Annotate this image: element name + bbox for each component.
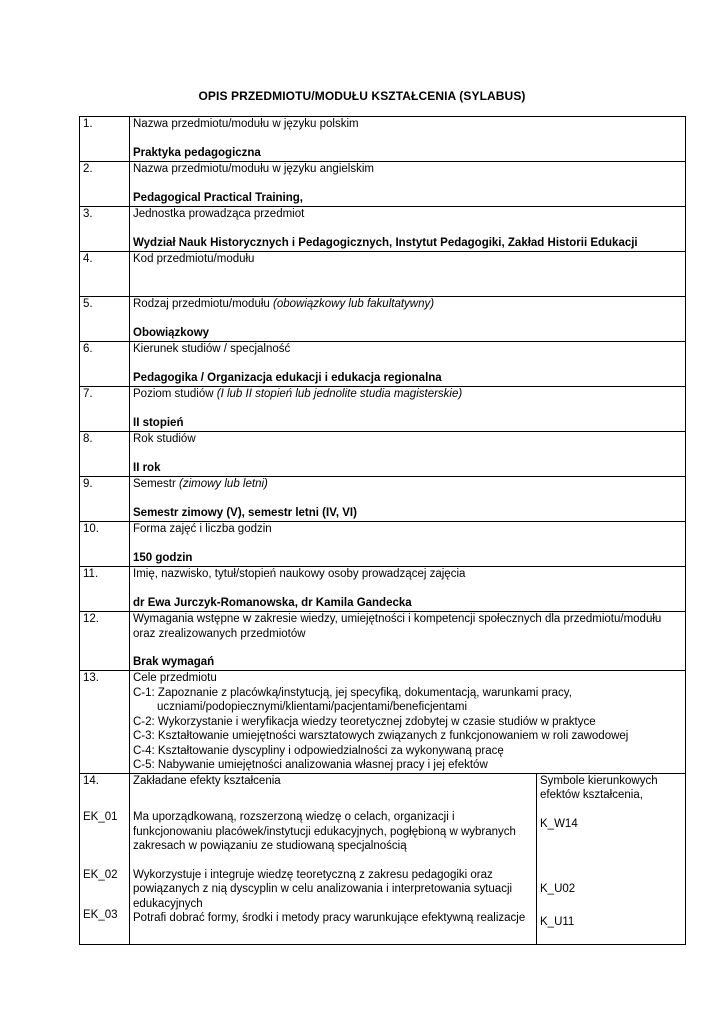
row-number: 1. [80, 117, 130, 162]
row-content [130, 432, 686, 477]
row-content [130, 567, 686, 612]
goal-item: C-4: Kształtowanie dyscypliny i odpowiedzialności za wykonywaną pracę [133, 744, 504, 757]
row-content [130, 162, 686, 207]
row-label: Kierunek studiów / specjalność [133, 343, 291, 355]
table-row-effects [80, 773, 686, 944]
row-content [130, 207, 686, 252]
row-number: 7. [80, 387, 130, 432]
goal-item: C-1: Zapoznanie z placówką/instytucją, jej specyfiką, dokumentacją, warunkami pracy, [133, 686, 572, 699]
row-value: II stopień [133, 416, 184, 429]
row-content [130, 117, 686, 162]
row-value: II rok [133, 461, 161, 474]
effect-code: EK_01 [83, 811, 118, 823]
row-label: Nazwa przedmiotu/modułu w języku angielskim [133, 163, 374, 175]
effects-descriptions [130, 773, 537, 944]
row-number: 9. [80, 477, 130, 522]
table-row [80, 117, 686, 162]
row-label-note: (I lub II stopień lub jednolite studia magisterskie) [216, 388, 463, 400]
row-label: Jednostka prowadząca przedmiot [133, 208, 305, 220]
row-content [130, 522, 686, 567]
row-label-text: Poziom studiów [133, 388, 217, 400]
effect-symbol: K_W14 [540, 817, 578, 830]
row-label [133, 387, 682, 402]
row-label-text: Semestr [133, 478, 180, 490]
goal-item: C-3: Kształtowanie umiejętności warsztatowych związanych z funkcjonowaniem w roli zawodowej [133, 730, 629, 742]
row-value: Brak wymagań [133, 656, 215, 668]
effect-text: Ma uporządkowaną, rozszerzoną wiedzę o celach, organizacji i funkcjonowaniu placówek/instytucji edukacyjnych, pogłębioną w wybranych zakresach w powiązaniu ze studiowaną specjalnością [133, 811, 516, 852]
syllabus-table [79, 116, 686, 945]
row-number: 5. [80, 297, 130, 342]
row-value: Pedagogika / Organizacja edukacji i edukacja regionalna [133, 371, 442, 384]
row-number: 4. [80, 252, 130, 297]
row-number: 13. [80, 671, 130, 774]
table-row [80, 432, 686, 477]
goal-item: uczniami/podopiecznymi/klientami/pacjentami/beneficjentami [157, 701, 468, 713]
row-value: Semestr zimowy (V), semestr letni (IV, VI) [133, 506, 357, 519]
table-row [80, 207, 686, 252]
row-value: Obowiązkowy [133, 326, 210, 339]
row-label: Nazwa przedmiotu/modułu w języku polskim [133, 118, 359, 130]
row-label: Rok studiów [133, 433, 196, 445]
row-value: dr Ewa Jurczyk-Romanowska, dr Kamila Gandecka [133, 596, 412, 609]
table-row [80, 342, 686, 387]
row-value: 150 godzin [133, 551, 193, 564]
row-label-note: (zimowy lub letni) [179, 478, 268, 490]
row-label [133, 477, 682, 492]
effect-symbol: K_U11 [540, 915, 575, 928]
row-value: Wydział Nauk Historycznych i Pedagogicznych, Instytut Pedagogiki, Zakład Historii Edukacji [133, 236, 638, 249]
row-content [130, 252, 686, 297]
effect-symbol: K_U02 [540, 883, 576, 895]
effects-symbols [537, 773, 686, 944]
symbols-header: Symbole kierunkowych efektów kształcenia, [540, 774, 658, 801]
row-label-text: Rodzaj przedmiotu/modułu [133, 298, 273, 310]
row-content [130, 342, 686, 387]
row-number: 11. [80, 567, 130, 612]
row-label: Wymagania wstępne w zakresie wiedzy, umiejętności i kompetencji społecznych dla przedmiotu/modułu oraz zrealizowanych przedmiotów [133, 613, 662, 640]
row-value: Praktyka pedagogiczna [133, 146, 261, 159]
row-number: 6. [80, 342, 130, 387]
row-number: 12. [80, 612, 130, 671]
row-number: 10. [80, 522, 130, 567]
syllabus-rows [80, 117, 686, 945]
row-label-note: (obowiązkowy lub fakultatywny) [273, 298, 435, 310]
row-number: 8. [80, 432, 130, 477]
effects-label: Zakładane efekty kształcenia [133, 774, 281, 787]
effect-code: EK_03 [83, 909, 118, 921]
row-label: Forma zajęć i liczba godzin [133, 523, 272, 535]
row-content [130, 387, 686, 432]
table-row-goals [80, 671, 686, 774]
row-value: Pedagogical Practical Training, [133, 191, 304, 204]
row-label: Kod przedmiotu/modułu [133, 253, 255, 265]
row-content [130, 477, 686, 522]
goals-content [130, 671, 686, 774]
table-row [80, 297, 686, 342]
table-row [80, 567, 686, 612]
row-number: 14. [83, 774, 99, 787]
document-title: OPIS PRZEDMIOTU/MODUŁU KSZTAŁCENIA (SYLABUS) [198, 89, 526, 103]
effect-text: Wykorzystuje i integruje wiedzę teoretyczną z zakresu pedagogiki oraz powiązanych z nią dyscyplin w celu analizowania i interpretowania sytuacji edukacyjnych [133, 868, 513, 910]
table-row [80, 522, 686, 567]
table-row [80, 162, 686, 207]
row-number: 3. [80, 207, 130, 252]
table-row [80, 387, 686, 432]
goals-label: Cele przedmiotu [133, 672, 217, 684]
effect-text: Potrafi dobrać formy, środki i metody pracy warunkujące efektywną realizacje [133, 912, 526, 924]
goal-item: C-2: Wykorzystanie i weryfikacja wiedzy teoretycznej zdobytej w czasie studiów w praktyce [133, 715, 596, 728]
table-row [80, 612, 686, 671]
effects-codes [80, 773, 130, 944]
table-row [80, 477, 686, 522]
effect-code: EK_02 [83, 868, 118, 881]
table-row [80, 252, 686, 297]
row-label [133, 297, 682, 312]
row-number: 2. [80, 162, 130, 207]
row-content [130, 612, 686, 671]
goal-item: C-5: Nabywanie umiejętności analizowania własnej pracy i jej efektów [133, 759, 488, 771]
row-content [130, 297, 686, 342]
row-label: Imię, nazwisko, tytuł/stopień naukowy osoby prowadzącej zajęcia [133, 568, 466, 580]
